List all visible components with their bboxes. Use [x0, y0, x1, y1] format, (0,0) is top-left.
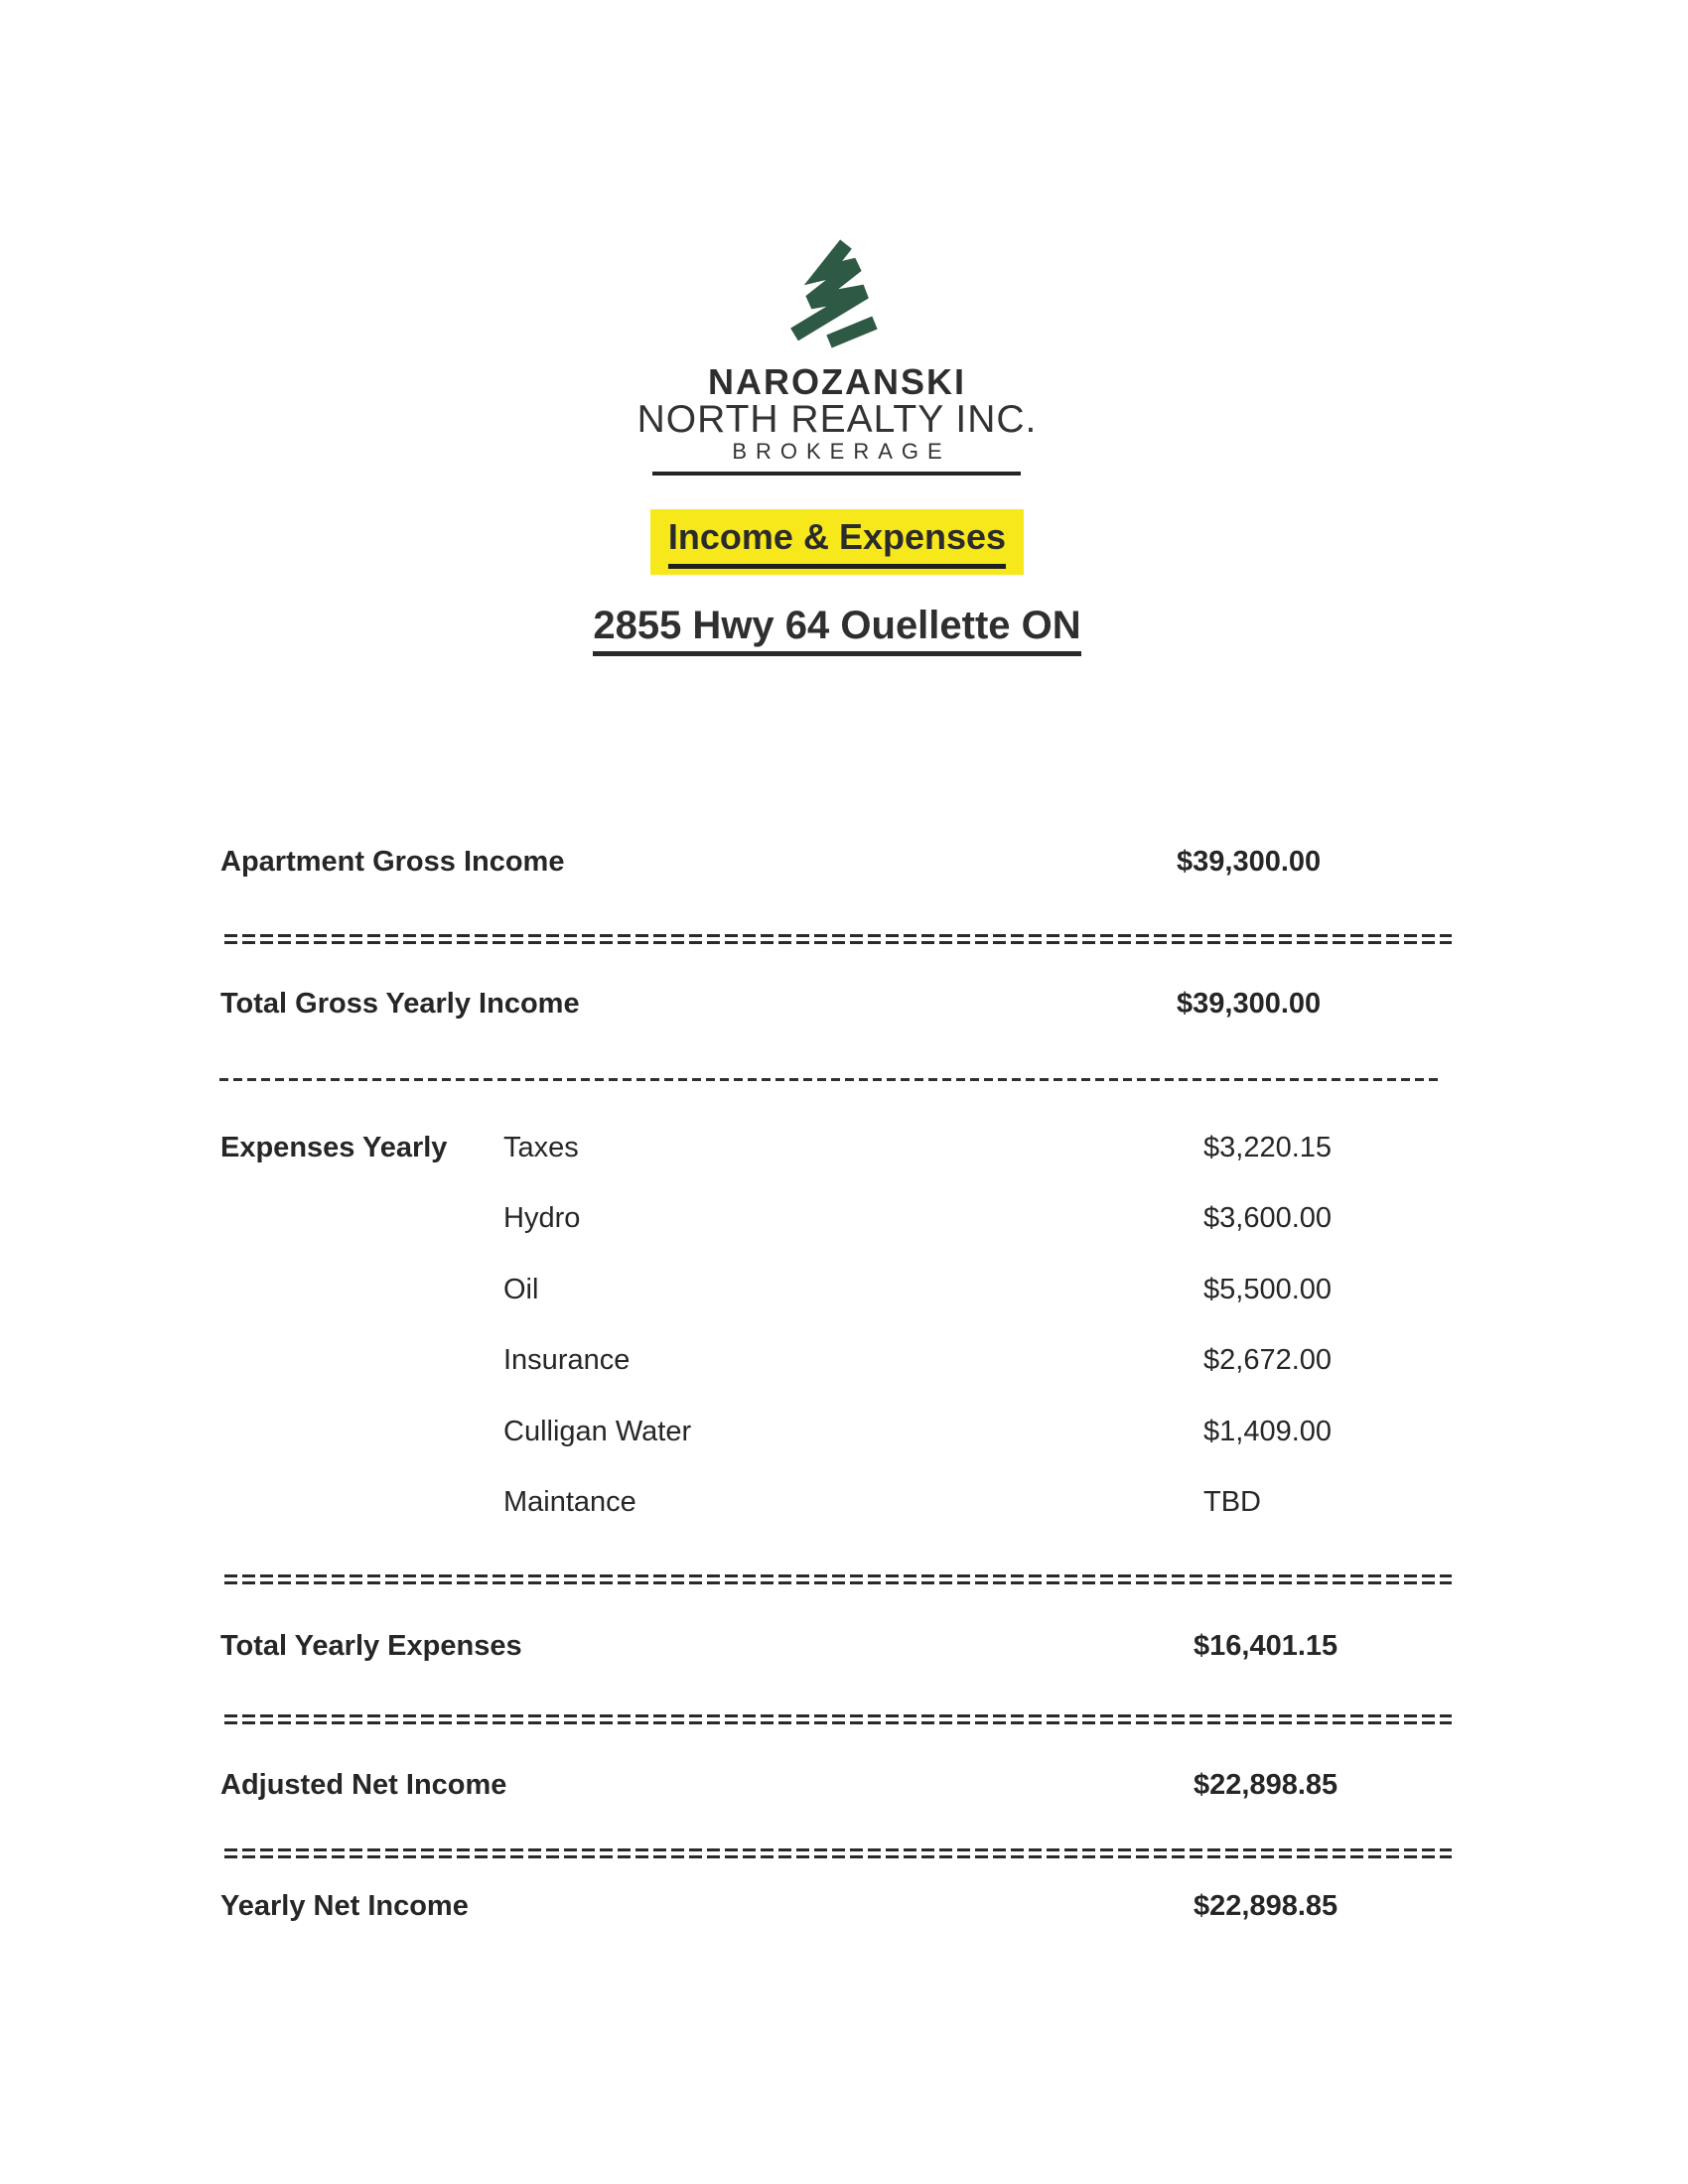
property-address-band: [0, 604, 1674, 656]
row-label: Total Gross Yearly Income: [220, 988, 580, 1020]
company-subname: NORTH REALTY INC.: [636, 398, 1038, 441]
income-row-apartment-gross: [0, 844, 1688, 880]
company-name: NAROZANSKI: [708, 361, 966, 402]
expense-value: TBD: [1203, 1486, 1261, 1518]
expense-row-culligan-water: [0, 1414, 1688, 1449]
total-row-yearly-net-income: [0, 1888, 1688, 1924]
total-row-yearly-expenses: [0, 1628, 1688, 1664]
row-label: Total Yearly Expenses: [220, 1630, 522, 1662]
expense-value: $2,672.00: [1203, 1344, 1333, 1376]
expense-value: $3,220.15: [1203, 1132, 1333, 1163]
brokerage-label: BROKERAGE: [732, 439, 951, 464]
row-label: Yearly Net Income: [220, 1890, 469, 1922]
row-value: $22,898.85: [1194, 1890, 1338, 1922]
expense-name: Taxes: [503, 1132, 579, 1163]
expense-row-taxes: [0, 1130, 1688, 1165]
logo-rule: [652, 472, 1021, 476]
property-address: 2855 Hwy 64 Ouellette ON: [593, 604, 1080, 656]
expense-row-insurance: [0, 1342, 1688, 1378]
expense-row-hydro: [0, 1200, 1688, 1236]
divider-double: [224, 1714, 1452, 1725]
divider-double: [224, 934, 1452, 945]
expense-name: Oil: [503, 1274, 539, 1305]
document-title-band: [0, 509, 1674, 575]
title-highlight: [650, 509, 1024, 575]
document-title: Income & Expenses: [668, 516, 1006, 569]
divider-double: [224, 1574, 1452, 1585]
expense-row-maintance: [0, 1484, 1688, 1520]
row-label: Adjusted Net Income: [220, 1769, 507, 1801]
expense-name: Culligan Water: [503, 1416, 692, 1447]
divider-dashed: [219, 1078, 1441, 1081]
expense-name: Insurance: [503, 1344, 631, 1376]
expense-value: $3,600.00: [1203, 1202, 1333, 1234]
income-row-total-gross: [0, 986, 1688, 1022]
expense-value: $5,500.00: [1203, 1274, 1333, 1305]
row-value: $39,300.00: [1177, 988, 1322, 1020]
divider-double: [224, 1848, 1452, 1859]
expense-value: $1,409.00: [1203, 1416, 1333, 1447]
total-row-adjusted-net-income: [0, 1767, 1688, 1803]
row-value: $22,898.85: [1194, 1769, 1338, 1801]
expense-name: Hydro: [503, 1202, 581, 1234]
row-value: $16,401.15: [1194, 1630, 1338, 1662]
expenses-section-label: Expenses Yearly: [220, 1132, 448, 1163]
expense-row-oil: [0, 1272, 1688, 1307]
row-label: Apartment Gross Income: [220, 846, 565, 878]
row-value: $39,300.00: [1177, 846, 1322, 878]
pine-tree-icon: [773, 236, 902, 357]
expense-name: Maintance: [503, 1486, 636, 1518]
